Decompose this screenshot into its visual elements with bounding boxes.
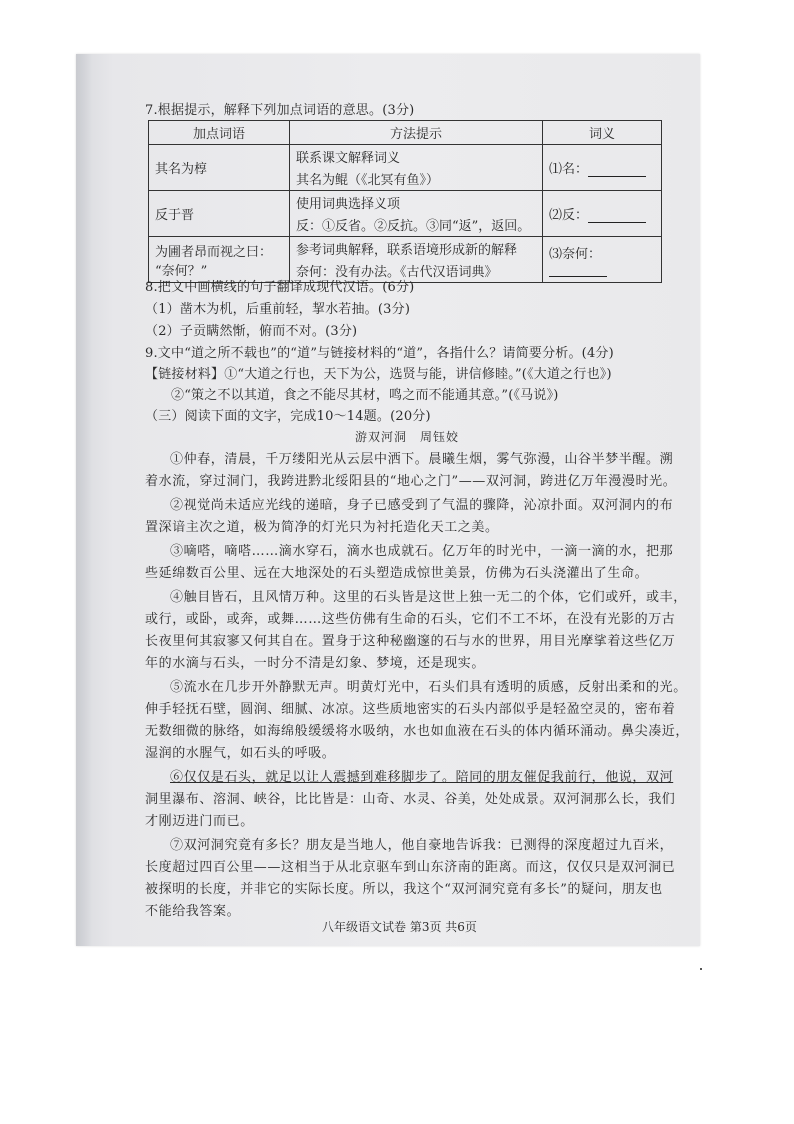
article-line-13: 无数细微的脉络，如海绵般缓缓将水吸纳，水也如血液在石头的体内循环涌动。鼻尖凑近， [145,724,690,739]
article-line-20: 被探明的长度，并非它的实际长度。所以，我这个“双河洞究竟有多长”的疑问，朋友也 [145,882,663,897]
q7-row3-hint1: 参考词典解释，联系语境形成新的解释 [296,243,518,258]
q7-row1-word [149,145,290,191]
q7-row1-meaning [543,145,662,191]
article-line-5: ③嘀嗒，嘀嗒……滴水穿石，滴水也成就石。亿万年的时光中，一滴一滴的水，把那 [170,544,674,559]
q7-row3-meaning-label: ⑶奈何： [549,246,602,262]
article-line-8: 或行，或卧，或奔，或舞……这些仿佛有生命的石头，它们不工不坏，在没有光影的万古 [145,612,676,627]
q7-row2-meaning-label: ⑵反： [549,208,589,223]
q7-row2-hint [290,191,543,237]
answer-blank-2[interactable] [588,210,646,223]
article-line-16: 洞里瀑布、溶洞、峡谷，比比皆是：山奇、水灵、谷美，处处成景。双河洞那么长，我们 [145,792,676,807]
section-3-heading: （三）阅读下面的文字，完成10～14题。(20分) [145,409,431,424]
q7-row1-meaning-label: ⑴名： [549,162,589,177]
q7-row3-word-text: 为圃者昂而视之曰： [155,244,273,260]
q7-header-meaning: 词义 [543,121,662,145]
page-footer: 八年级语文试卷 第3页 共6页 [322,920,477,934]
q7-row2-hint2: 反：①反省。②反抗。③同“返”，返回。 [296,219,531,234]
answer-blank-3[interactable] [549,264,607,277]
q7-row1-hint1: 联系课文解释词义 [296,151,401,166]
q8-item-2: （2）子贡瞒然惭，俯而不对。(3分) [145,324,358,339]
article-line-10: 年的水滴与石头，一时分不清是幻象、梦境，还是现实。 [145,656,486,671]
article-line-9: 长夜里何其寂寥又何其自在。置身于这种秘幽邃的石与水的世界，用目光摩挲着这些亿万 [145,634,676,649]
article-line-11: ⑤流水在几步开外静默无声。明黄灯光中，石头们具有透明的质感，反射出柔和的光。 [170,680,687,695]
q7-row1-word-text: 其名为椁 [155,162,208,177]
q7-row3-hint2: 奈何：没有办法。《古代汉语词典》 [296,265,498,280]
article-line-21: 不能给我答案。 [145,904,241,919]
article-line-4: 置深谙主次之道，极为简净的灯光只为衬托造化天工之美。 [145,520,499,535]
q8-item-1: （1）凿木为机，后重前轻，挈水若抽。(3分) [145,302,411,317]
article-line-6: 些延绵数百公里、远在大地深处的石头塑造成惊世美景，仿佛为石头浇灌出了生命。 [145,566,649,581]
page-shadow [76,54,92,946]
q7-row3-word-text2: “奈何？” [155,263,208,279]
q7-prompt: 7.根据提示，解释下列加点词语的意思。(3分) [145,103,415,118]
article-line-1: ①仲春，清晨，千万缕阳光从云层中洒下。晨曦生烟，雾气弥漫，山谷半梦半醒。溯 [170,452,674,467]
article-line-15: ⑥仅仅是石头，就足以让人震撼到难移脚步了。陪同的朋友催促我前行，他说，双河 [170,770,674,785]
article-line-7: ④触目皆石，且风情万种。这里的石头皆是这世上独一无二的个体，它们或歼，或丰， [170,590,687,605]
scan-speck [700,968,702,970]
q7-row2-word [149,191,290,237]
q7-row1-hint2: 其名为鲲（《北冥有鱼》） [296,173,440,188]
q7-header-hint: 方法提示 [290,121,543,145]
article-line-2: 着水流，穿过洞门，我跨进黔北绥阳县的“地心之门”——双河洞，跨进亿万年漫漫时光。 [145,474,677,489]
article-title: 游双河洞 周钰姣 [355,430,460,444]
q8-prompt: 8.把文中画横线的句子翻译成现代汉语。(6分) [145,280,415,295]
q7-row2-hint1: 使用词典选择义项 [296,197,401,212]
article-line-3: ②视觉尚未适应光线的递暗，身子已感受到了气温的骤降，沁凉扑面。双河洞内的布 [170,498,674,513]
q7-row3-meaning [543,237,662,283]
article-line-17: 才刚迈进门而已。 [145,814,254,829]
article-line-12: 伸手轻抚石壁，圆润、细腻、冰凉。这些质地密实的石头内部似乎是轻盈空灵的，密布着 [145,702,676,717]
article-line-19: 长度超过四百公里——这相当于从北京驱车到山东济南的距离。而这，仅仅只是双河洞已 [145,860,676,875]
q7-row1-hint [290,145,543,191]
article-line-14: 湿润的水腥气，如石头的呼吸。 [145,746,336,761]
q7-row2-meaning [543,191,662,237]
q7-header-word: 加点词语 [149,121,290,145]
q7-row2-word-text: 反于晋 [155,208,195,223]
q9-link-1: 【链接材料】①“大道之行也，天下为公，选贤与能，讲信修睦。”(《大道之行也》) [145,367,612,382]
answer-blank-1[interactable] [588,164,646,177]
q9-link-2: ②“策之不以其道，食之不能尽其材，鸣之而不能通其意。”(《马说》) [171,388,559,403]
article-line-18: ⑦双河洞究竟有多长？朋友是当地人，他自豪地告诉我：已测得的深度超过九百米， [170,838,674,853]
q7-table [148,120,662,283]
q9-prompt: 9.文中“道之所不载也”的“道”与链接材料的“道”，各指什么？请简要分析。(4分) [145,346,614,361]
